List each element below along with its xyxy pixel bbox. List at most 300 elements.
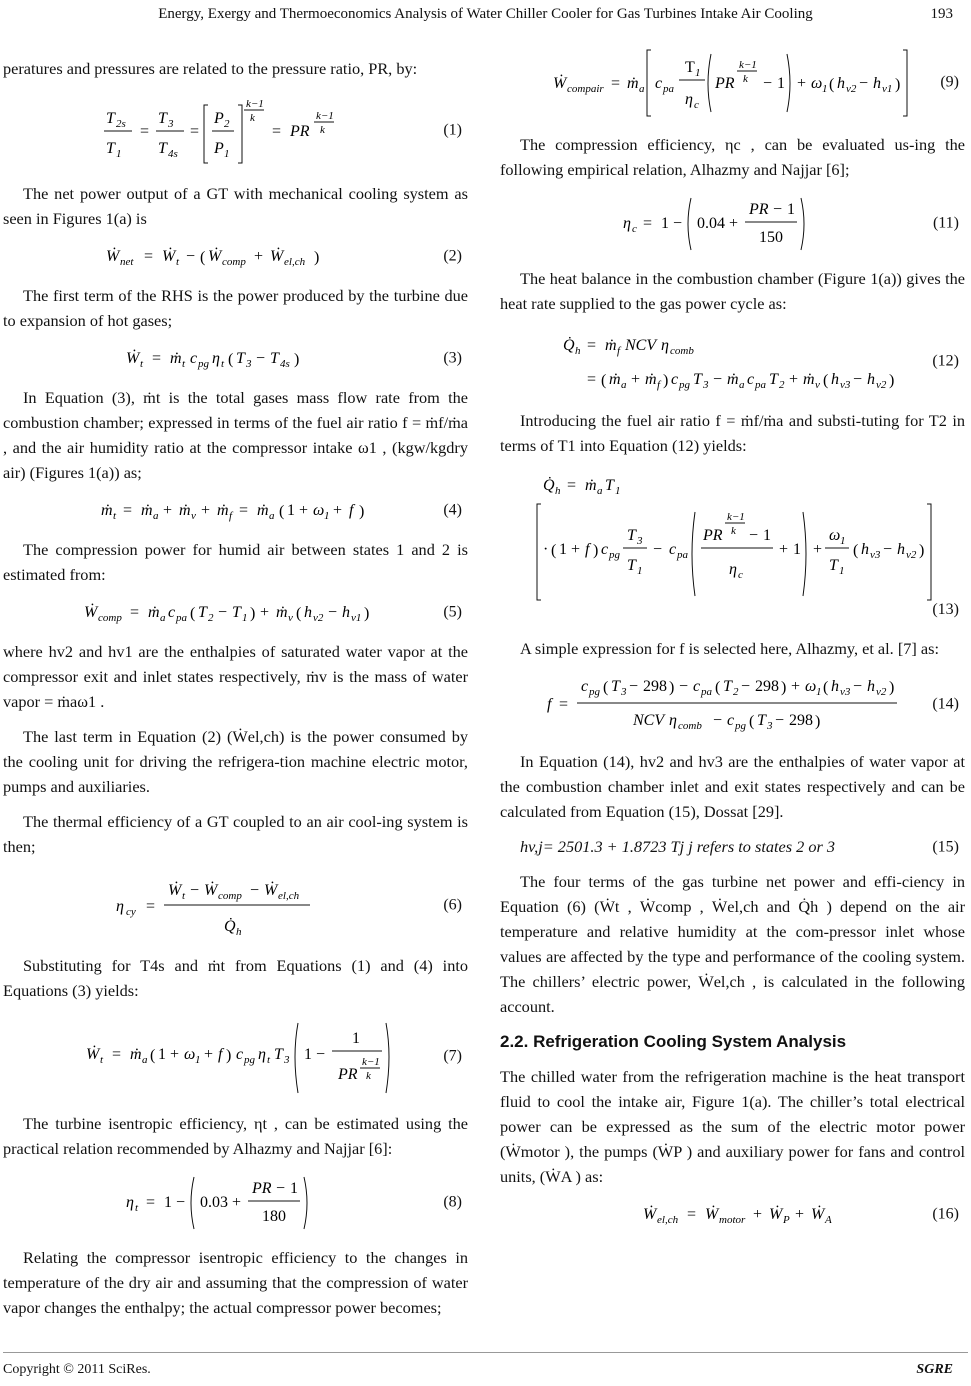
svg-text:PR: PR [289,123,310,140]
svg-text:a: a [620,379,626,391]
svg-text:ṁ: ṁ [178,502,191,519]
svg-text:2: 2 [207,612,213,624]
equation-number: (1) [443,121,462,139]
paragraph: The thermal efficiency of a GT coupled to an air cool-ing system is then; [3,812,468,856]
svg-text:T: T [105,140,115,157]
svg-text:v: v [190,510,196,522]
svg-text:ṁ: ṁ [275,604,288,621]
svg-text:Ẇ: Ẇ [203,882,217,899]
svg-text:298: 298 [788,712,813,729]
svg-text:Ẇ: Ẇ [269,248,283,265]
svg-text:+: + [259,604,269,621]
svg-text:=: = [122,502,132,519]
equation-13-formula [523,468,943,608]
svg-text:ω: ω [804,678,816,695]
equation-12-formula [543,326,923,396]
svg-text:T: T [231,604,241,621]
equation-6-formula [86,869,386,941]
paragraph: In Equation (3), ṁt is the total gases mass flow rate from the combustion chamber; expressed in terms of the fuel air ratio f = ṁf/ṁa , and the air humidity ratio at the compressor intake ω1 , (kgw/kgdry air) (Figures 1(a)) as; [3,388,468,482]
svg-text:(: ( [602,679,608,696]
svg-text:h: h [341,604,350,621]
svg-text:h: h [235,926,241,938]
equation-11-formula [583,192,883,254]
paragraph: Relating the compressor isentropic efficiency to the changes in temperature of the dry air and assuming that the compression of water vapor changes the enthalpy; the actual compressor power becomes; [3,1248,468,1317]
svg-text:a: a [738,379,744,391]
svg-text:2: 2 [778,379,784,391]
svg-text:pa: pa [700,686,712,698]
svg-text:1: 1 [614,485,620,497]
equation-number: (5) [443,603,462,621]
svg-text:ṁ: ṁ [169,350,182,367]
svg-text:ṁ: ṁ [129,1046,142,1063]
svg-text:Ẇ: Ẇ [161,248,175,265]
svg-text:=: = [642,215,652,232]
svg-text:−: − [217,604,227,621]
svg-text:): ) [668,679,674,696]
svg-text:el,ch: el,ch [277,890,299,902]
svg-text:T: T [235,350,245,367]
equation-9 [500,44,965,120]
svg-text:−: − [652,541,662,558]
svg-text:298: 298 [754,678,779,695]
section-heading: 2.2. Refrigeration Cooling System Analysis [500,1032,847,1051]
svg-text:T: T [157,110,167,127]
paragraph: The compression efficiency, ηc , can be evaluated us-ing the following empirical relation, Alhazmy and Najjar [6]; [500,135,965,179]
svg-text:1: 1 [323,510,329,522]
svg-text:Ẇ: Ẇ [85,1046,99,1063]
svg-text:1: 1 [115,148,121,160]
svg-text:): ) [313,249,319,266]
svg-text:−: − [189,882,199,899]
svg-text:1: 1 [821,83,827,95]
svg-text:1: 1 [194,1054,200,1066]
svg-text:c: c [631,223,637,235]
svg-text:−: − [672,215,682,232]
svg-text:pg: pg [734,720,746,732]
svg-text:−: − [772,201,782,218]
equation-11 [500,192,965,254]
equation-15 [500,834,965,859]
svg-text:ṁ: ṁ [584,477,597,494]
svg-text:+: + [812,541,822,558]
svg-text:−: − [315,1046,325,1063]
svg-text:−: − [740,678,750,695]
svg-text:Ẇ: Ẇ [810,1206,824,1223]
svg-text:1: 1 [636,565,642,577]
svg-text:+: + [752,1206,762,1223]
svg-text:1: 1 [694,67,700,79]
svg-text:η: η [257,1046,266,1063]
svg-text:c: c [580,678,588,695]
svg-text:1: 1 [241,612,247,624]
journal-abbrev: SGRE [916,1362,953,1377]
svg-text:1: 1 [776,75,785,92]
copyright: Copyright © 2011 SciRes. [3,1362,151,1377]
svg-text:PR: PR [337,1066,358,1083]
svg-text:1: 1 [286,502,295,519]
svg-text:+: + [332,502,342,519]
svg-text:f: f [546,696,551,713]
svg-text:η: η [622,215,631,232]
svg-text:v: v [814,379,820,391]
svg-text:k: k [730,525,736,537]
svg-text:=: = [151,350,161,367]
svg-text:T: T [273,1046,283,1063]
svg-text:T: T [756,712,766,729]
svg-text:Q̇: Q̇ [223,918,236,935]
svg-text:v2: v2 [875,686,886,698]
svg-text:−: − [882,541,892,558]
svg-text:pg: pg [197,358,209,370]
svg-text:k−1: k−1 [361,1056,380,1068]
svg-text:=: = [271,123,281,140]
svg-text:Ẇ: Ẇ [207,248,221,265]
svg-text:(: ( [295,605,301,622]
svg-text:): ) [918,542,924,559]
svg-text:1: 1 [351,1030,360,1047]
svg-text:c: c [167,604,175,621]
svg-text:comb: comb [669,345,694,357]
equation-7 [3,1013,468,1099]
equation-15-formula: hv,j= 2501.3 + 1.8723 Tj j refers to states 2 or 3 [520,837,836,856]
svg-text:ṁ: ṁ [644,371,657,388]
svg-text:T: T [626,527,636,544]
svg-text:el,ch: el,ch [656,1214,678,1226]
svg-text:compair: compair [566,83,604,95]
svg-text:v3: v3 [839,686,850,698]
svg-text:(: ( [600,372,606,389]
svg-text:t: t [175,256,179,268]
svg-text:T: T [105,110,115,127]
svg-text:ṁ: ṁ [100,502,113,519]
svg-text:a: a [152,510,158,522]
page-number: 193 [930,6,953,22]
svg-text:−: − [275,1180,285,1197]
svg-text:=: = [139,123,149,140]
svg-text:PR: PR [251,1180,272,1197]
svg-text:comp: comp [217,890,242,902]
svg-text:T: T [197,604,207,621]
svg-text:ṁ: ṁ [726,371,739,388]
svg-text:−: − [249,882,259,899]
paragraph: The first term of the RHS is the power produced by the turbine due to expansion of hot gases; [3,286,468,330]
svg-text:+: + [790,678,800,695]
svg-text:): ) [888,372,894,389]
svg-text:η: η [660,337,669,354]
svg-text:net: net [119,256,133,268]
svg-text:1: 1 [762,527,771,544]
paragraph: peratures and pressures are related to the pressure ratio, PR, by: [3,59,418,78]
svg-text:2: 2 [223,118,229,130]
right-column [500,40,965,1241]
svg-text:t: t [181,890,185,902]
svg-text:(: ( [199,249,205,266]
svg-text:η: η [668,712,677,729]
svg-text:ṁ: ṁ [802,371,815,388]
equation-6 [3,869,468,941]
svg-text:k: k [319,124,325,136]
svg-text:f: f [616,345,620,357]
svg-text:Q̇: Q̇ [542,477,555,494]
svg-text:Ẇ: Ẇ [552,75,566,92]
svg-text:1: 1 [157,1046,166,1063]
svg-text:h: h [866,371,875,388]
svg-text:c: c [737,569,743,581]
svg-text:+: + [796,75,806,92]
svg-text:η: η [684,91,693,108]
equation-2-formula [86,241,386,271]
svg-text:): ) [888,679,894,696]
svg-text:=: = [238,502,248,519]
svg-text:=: = [558,696,568,713]
svg-text:v2: v2 [312,612,323,624]
svg-text:c: c [600,541,608,558]
svg-text:T: T [157,140,167,157]
svg-text:P: P [213,140,224,157]
svg-text:(: ( [149,1047,155,1064]
equation-number: (3) [443,349,462,367]
svg-text:a: a [596,485,602,497]
svg-text:Ẇ: Ẇ [83,604,97,621]
svg-text:t: t [139,358,143,370]
svg-text:a: a [159,612,165,624]
svg-text:3: 3 [636,535,642,547]
svg-text:T: T [684,59,695,76]
svg-text:T: T [768,371,778,388]
svg-text:=: = [686,1206,696,1223]
svg-text:+: + [794,1206,804,1223]
svg-text:1: 1 [660,215,669,232]
svg-text:(: ( [822,679,828,696]
svg-text:pg: pg [608,549,620,561]
svg-text:v2: v2 [905,549,916,561]
svg-text:v3: v3 [869,549,880,561]
svg-text:ω: ω [810,75,822,92]
svg-text:NCV: NCV [632,712,664,729]
svg-text:ṁ: ṁ [604,337,617,354]
svg-text:PR: PR [714,75,735,92]
paragraph: The turbine isentropic efficiency, ηt , can be estimated using the practical relation recommended by Alhazmy and Najjar [6]: [3,1114,468,1158]
svg-text:c: c [668,541,676,558]
svg-text:·: · [542,541,548,558]
svg-text:(: ( [189,605,195,622]
equation-9-formula [543,44,923,120]
svg-text:motor: motor [718,1214,745,1226]
svg-text:): ) [225,1047,231,1064]
svg-text:(: ( [550,542,556,559]
equation-2 [3,241,468,271]
svg-text:1: 1 [838,565,844,577]
equation-16 [500,1199,965,1229]
svg-text:h: h [836,75,845,92]
svg-text:k−1: k−1 [315,110,334,122]
svg-text:=: = [145,1194,155,1211]
svg-text:(: ( [714,679,720,696]
svg-text:4s: 4s [167,148,178,160]
svg-text:el,ch: el,ch [283,256,305,268]
svg-text:−: − [748,527,758,544]
svg-text:=: = [189,123,199,140]
svg-text:pa: pa [175,612,187,624]
svg-text:T: T [610,678,620,695]
equation-number: (11) [932,214,959,232]
svg-text:comp: comp [221,256,246,268]
svg-text:=: = [111,1046,121,1063]
equation-number: (6) [443,896,462,914]
svg-text:1: 1 [792,541,801,558]
equation-4-formula [71,495,401,525]
equation-5 [3,597,468,627]
svg-text:Ẇ: Ẇ [768,1206,782,1223]
svg-text:3: 3 [245,358,251,370]
svg-text:3: 3 [620,686,626,698]
svg-text:): ) [592,542,598,559]
svg-text:h: h [830,678,839,695]
svg-text:a: a [638,83,644,95]
svg-text:h: h [872,75,881,92]
svg-text:(: ( [822,372,828,389]
svg-text:1: 1 [289,1180,298,1197]
left-column [3,56,468,1330]
svg-text:1: 1 [786,201,795,218]
svg-text:v2: v2 [845,83,856,95]
svg-text:pg: pg [243,1054,255,1066]
svg-text:1: 1 [163,1194,172,1211]
equation-number: (13) [932,601,959,618]
svg-text:t: t [220,358,224,370]
svg-text:−: − [185,248,195,265]
svg-text:(: ( [278,503,284,520]
paragraph: The four terms of the gas turbine net power and effi-ciency in Equation (6) (Ẇt , Ẇcomp , Ẇel,ch and Q̇h ) depend on the air temperature and relative humidity at the com-pressor inlet whose values are affected by the type and performance of the cooling system. The chillers’ electric power, Ẇel,ch , is calculated in the following account. [500,872,965,1016]
svg-text:T: T [828,557,838,574]
svg-text:0.03: 0.03 [199,1194,228,1211]
svg-text:Ẇ: Ẇ [105,248,119,265]
svg-text:v2: v2 [875,379,886,391]
svg-text:3: 3 [283,1054,289,1066]
equation-16-formula [583,1199,883,1229]
equation-1 [3,91,468,169]
equation-8 [3,1171,468,1233]
svg-text:c: c [726,712,734,729]
svg-text:): ) [249,605,255,622]
svg-text:+: + [203,1046,213,1063]
svg-text:1: 1 [839,535,845,547]
running-header: Energy, Exergy and Thermoeconomics Analysis of Water Chiller Cooler for Gas Turbines Intake Air Cooling [158,6,813,22]
svg-text:ṁ: ṁ [608,371,621,388]
equation-number: (4) [443,501,462,519]
equation-number: (7) [443,1047,462,1065]
svg-text:T: T [692,371,702,388]
equation-8-formula [86,1171,386,1233]
svg-text:−: − [852,371,862,388]
equation-1-formula [86,91,386,169]
svg-text:ṁ: ṁ [216,502,229,519]
svg-text:P: P [782,1214,790,1226]
svg-text:h: h [860,541,869,558]
svg-text:−: − [255,350,265,367]
svg-text:A: A [824,1214,832,1226]
svg-text:3: 3 [167,118,173,130]
equation-number: (12) [932,352,959,370]
paragraph: Introducing the fuel air ratio f = ṁf/ṁa and substi-tuting for T2 in terms of T1 into Equation (12) yields: [500,411,965,455]
svg-text:(: ( [852,542,858,559]
svg-text:=: = [143,248,153,265]
paragraph: The chilled water from the refrigeration machine is the heat transport fluid to cool the intake air, Figure 1(a). The chiller’s total electrical power can be expressed as the sum of the electric motor power (Ẇmotor ), the pumps (ẆP ) and auxiliary power for fans and control units, (ẆA ) as: [500,1067,965,1186]
svg-text:η: η [115,898,124,915]
equation-number: (14) [932,695,959,713]
svg-text:c: c [670,371,678,388]
svg-text:Ẇ: Ẇ [642,1206,656,1223]
svg-text:v3: v3 [839,379,850,391]
svg-text:−: − [327,604,337,621]
svg-text:ṁ: ṁ [140,502,153,519]
svg-text:η: η [728,561,737,578]
svg-text:pa: pa [662,83,674,95]
svg-text:h: h [554,485,560,497]
svg-text:c: c [746,371,754,388]
svg-text:1: 1 [303,1046,312,1063]
footer-rule [3,1352,968,1353]
equation-number: (16) [932,1205,959,1223]
svg-text:c: c [693,99,699,111]
svg-text:): ) [894,76,900,93]
svg-text:T: T [626,557,636,574]
svg-text:=: = [586,337,596,354]
svg-text:0.04: 0.04 [696,215,725,232]
svg-text:f: f [656,379,660,391]
svg-text:1: 1 [223,148,229,160]
svg-text:150: 150 [758,229,783,246]
svg-text:−: − [774,712,784,729]
svg-text:f: f [348,502,353,519]
svg-text:comb: comb [677,720,702,732]
svg-text:+: + [169,1046,179,1063]
svg-text:a: a [268,510,274,522]
svg-text:t: t [112,510,116,522]
svg-text:+: + [570,541,580,558]
svg-text:1: 1 [815,686,821,698]
svg-text:ṁ: ṁ [626,75,639,92]
svg-text:Ẇ: Ẇ [263,882,277,899]
svg-text:pa: pa [754,379,766,391]
svg-text:2: 2 [732,686,738,698]
svg-text:−: − [678,678,688,695]
svg-text:h: h [574,345,580,357]
equation-number: (9) [940,73,959,91]
svg-text:=: = [586,371,596,388]
svg-text:η: η [211,350,220,367]
svg-text:Ẇ: Ẇ [704,1206,718,1223]
paragraph: A simple expression for f is selected here, Alhazmy, et al. [7] as: [520,639,939,658]
svg-text:k−1: k−1 [245,98,264,110]
svg-text:+: + [778,541,788,558]
svg-text:t: t [266,1054,270,1066]
svg-text:=: = [566,477,576,494]
svg-text:(: ( [748,713,754,730]
svg-text:ω: ω [183,1046,195,1063]
svg-text:+: + [728,215,738,232]
svg-text:pg: pg [678,379,690,391]
svg-text:−: − [712,371,722,388]
equation-12 [500,326,965,396]
svg-text:): ) [293,351,299,368]
svg-text:k: k [249,112,255,124]
svg-text:+: + [162,502,172,519]
svg-text:ω: ω [312,502,324,519]
svg-text:k−1: k−1 [738,59,757,71]
svg-text:): ) [780,679,786,696]
svg-text:P: P [213,110,224,127]
